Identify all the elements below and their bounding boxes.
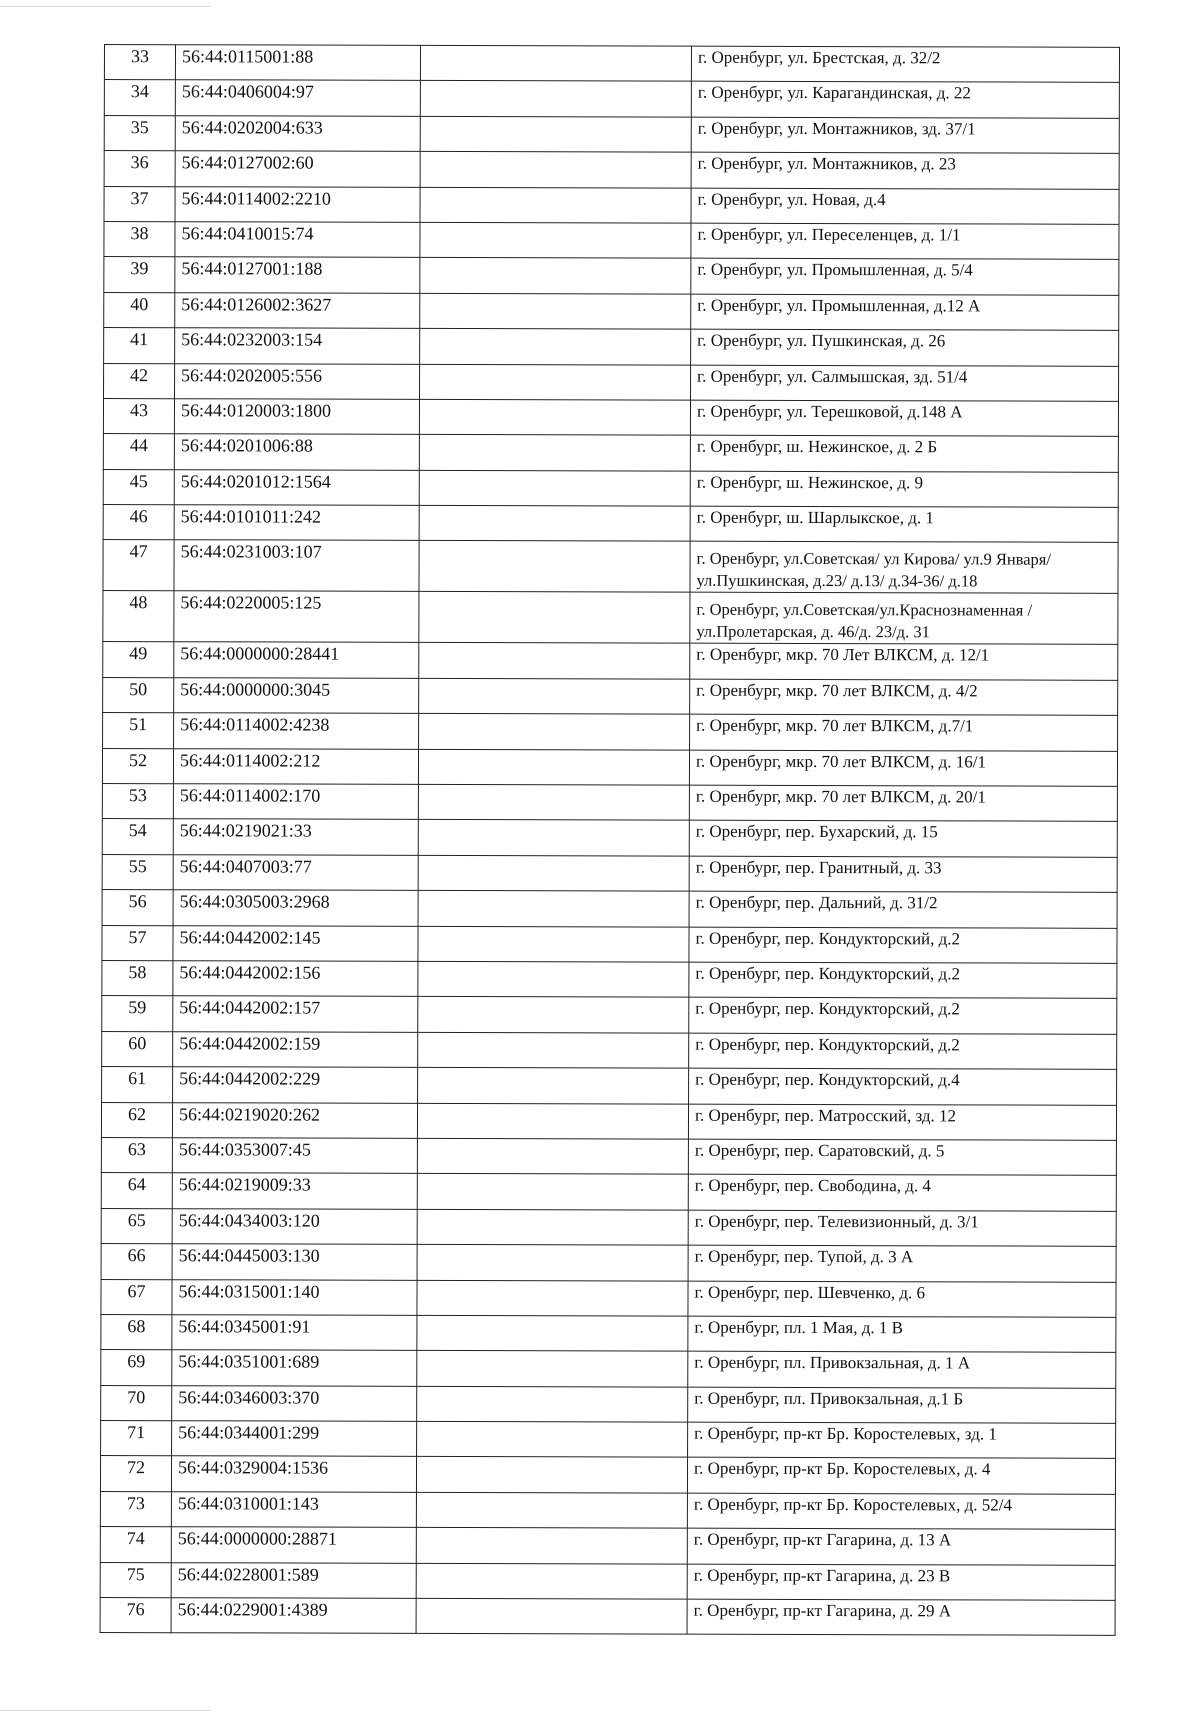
table-row — [101, 1279, 1116, 1317]
empty-cell — [420, 81, 691, 117]
cadastral-number-cell: 56:44:0346003:370 — [172, 1385, 417, 1421]
cadastral-number-cell: 56:44:0406004:97 — [175, 80, 420, 116]
address-cell: г. Оренбург, ул. Брестская, д. 32/2 — [691, 46, 1119, 83]
empty-cell — [418, 784, 689, 820]
row-number-cell: 48 — [103, 591, 174, 642]
cadastral-number-cell: 56:44:0000000:3045 — [174, 678, 419, 714]
address-cell: г. Оренбург, пр-кт Гагарина, д. 23 В — [687, 1564, 1115, 1601]
table-row — [104, 363, 1119, 401]
cadastral-number-cell: 56:44:0329004:1536 — [171, 1456, 416, 1492]
cadastral-number-cell: 56:44:0231003:107 — [174, 540, 419, 592]
empty-cell — [418, 1032, 689, 1068]
registry-table-body — [100, 45, 1119, 1636]
address-cell: г. Оренбург, пер. Бухарский, д. 15 — [689, 821, 1117, 858]
address-cell: г. Оренбург, ул.Советская/ул.Краснознаменная /ул.Пролетарская, д. 46/д. 23/д. 31 — [690, 593, 1118, 645]
cadastral-number-cell: 56:44:0219009:33 — [172, 1173, 417, 1209]
address-cell: г. Оренбург, ул. Монтажников, д. 23 — [691, 152, 1119, 189]
cadastral-number-cell: 56:44:0114002:4238 — [174, 713, 419, 749]
row-number-cell: 76 — [100, 1598, 171, 1634]
table-row — [101, 1385, 1116, 1423]
empty-cell — [419, 714, 690, 750]
property-registry-table — [100, 44, 1120, 1636]
table-row — [104, 115, 1119, 153]
table-row — [102, 819, 1117, 857]
table-row — [103, 677, 1118, 715]
cadastral-number-cell: 56:44:0114002:212 — [173, 748, 418, 784]
empty-cell — [416, 1492, 687, 1528]
row-number-cell: 67 — [101, 1279, 172, 1315]
row-number-cell: 70 — [101, 1385, 172, 1421]
cadastral-number-cell: 56:44:0407003:77 — [173, 855, 418, 891]
table-row — [104, 151, 1119, 189]
row-number-cell: 42 — [104, 363, 175, 399]
address-cell: г. Оренбург, пр-кт Гагарина, д. 13 А — [687, 1528, 1115, 1565]
row-number-cell: 57 — [102, 925, 173, 961]
address-cell: г. Оренбург, ш. Нежинское, д. 2 Б — [690, 435, 1118, 472]
table-row — [104, 186, 1119, 224]
address-cell: г. Оренбург, мкр. 70 лет ВЛКСМ, д. 4/2 — [690, 679, 1118, 716]
cadastral-number-cell: 56:44:0114002:2210 — [175, 186, 420, 222]
cadastral-number-cell: 56:44:0202005:556 — [175, 363, 420, 399]
cadastral-number-cell: 56:44:0442002:157 — [173, 996, 418, 1032]
empty-cell — [417, 1280, 688, 1316]
table-row — [102, 960, 1117, 998]
address-cell: г. Оренбург, ул. Терешковой, д.148 А — [690, 400, 1118, 437]
table-row — [102, 996, 1117, 1034]
empty-cell — [417, 1209, 688, 1245]
table-row — [103, 469, 1118, 507]
table-row — [101, 1244, 1116, 1282]
row-number-cell: 40 — [104, 292, 175, 328]
address-cell: г. Оренбург, ул.Советская/ ул Кирова/ ул.9 Января/ул.Пушкинская, д.23/ д.13/ д.34-36/ д.18 — [690, 542, 1118, 594]
address-cell: г. Оренбург, ул. Пушкинская, д. 26 — [691, 329, 1119, 366]
table-row — [104, 80, 1119, 118]
address-cell: г. Оренбург, пр-кт Бр. Коростелевых, д. 4 — [687, 1458, 1115, 1495]
table-row — [102, 784, 1117, 822]
empty-cell — [417, 1244, 688, 1280]
row-number-cell: 53 — [102, 784, 173, 820]
row-number-cell: 37 — [104, 186, 175, 222]
address-cell: г. Оренбург, ул. Салмышская, зд. 51/4 — [691, 365, 1119, 402]
row-number-cell: 33 — [104, 45, 175, 81]
row-number-cell: 61 — [102, 1067, 173, 1103]
row-number-cell: 68 — [101, 1314, 172, 1350]
empty-cell — [416, 1598, 687, 1634]
cadastral-number-cell: 56:44:0228001:589 — [171, 1562, 416, 1598]
table-row — [103, 713, 1118, 751]
empty-cell — [418, 855, 689, 891]
address-cell: г. Оренбург, ш. Нежинское, д. 9 — [690, 471, 1118, 508]
row-number-cell: 54 — [102, 819, 173, 855]
cadastral-number-cell: 56:44:0219021:33 — [173, 819, 418, 855]
table-row — [100, 1598, 1115, 1636]
empty-cell — [420, 187, 691, 223]
empty-cell — [417, 1174, 688, 1210]
address-cell: г. Оренбург, ул. Промышленная, д. 5/4 — [691, 258, 1119, 295]
empty-cell — [418, 997, 689, 1033]
address-cell: г. Оренбург, пер. Тупой, д. 3 А — [688, 1245, 1116, 1282]
row-number-cell: 59 — [102, 996, 173, 1032]
empty-cell — [419, 505, 690, 541]
cadastral-number-cell: 56:44:0101011:242 — [174, 505, 419, 541]
address-cell: г. Оренбург, ул. Переселенцев, д. 1/1 — [691, 223, 1119, 260]
address-cell: г. Оренбург, пр-кт Гагарина, д. 29 А — [687, 1599, 1115, 1636]
table-row — [101, 1314, 1116, 1352]
row-number-cell: 55 — [102, 854, 173, 890]
empty-cell — [417, 1351, 688, 1387]
empty-cell — [420, 364, 691, 400]
scan-edge-top — [0, 0, 210, 7]
row-number-cell: 49 — [103, 642, 174, 678]
table-row — [102, 748, 1117, 786]
table-row — [102, 925, 1117, 963]
address-cell: г. Оренбург, пер. Кондукторский, д.2 — [689, 927, 1117, 964]
cadastral-number-cell: 56:44:0410015:74 — [175, 222, 420, 258]
row-number-cell: 72 — [100, 1456, 171, 1492]
address-cell: г. Оренбург, пер. Шевченко, д. 6 — [688, 1281, 1116, 1318]
cadastral-number-cell: 56:44:0000000:28441 — [174, 642, 419, 678]
row-number-cell: 64 — [101, 1173, 172, 1209]
empty-cell — [416, 1457, 687, 1493]
empty-cell — [418, 926, 689, 962]
table-row — [102, 890, 1117, 928]
table-row — [104, 221, 1119, 259]
cadastral-number-cell: 56:44:0229001:4389 — [171, 1598, 416, 1634]
table-row — [104, 292, 1119, 330]
empty-cell — [420, 45, 691, 81]
row-number-cell: 50 — [103, 677, 174, 713]
table-row — [100, 1491, 1115, 1529]
scan-edge-bottom — [0, 1710, 210, 1719]
cadastral-number-cell: 56:44:0000000:28871 — [171, 1527, 416, 1563]
empty-cell — [419, 592, 690, 644]
address-cell: г. Оренбург, пер. Кондукторский, д.2 — [689, 962, 1117, 999]
row-number-cell: 34 — [104, 80, 175, 116]
address-cell: г. Оренбург, пер. Кондукторский, д.2 — [689, 1033, 1117, 1070]
table-row — [100, 1527, 1115, 1565]
row-number-cell: 52 — [102, 748, 173, 784]
cadastral-number-cell: 56:44:0232003:154 — [175, 328, 420, 364]
empty-cell — [418, 961, 689, 997]
empty-cell — [420, 116, 691, 152]
row-number-cell: 45 — [103, 469, 174, 505]
address-cell: г. Оренбург, пл. Привокзальная, д.1 Б — [688, 1387, 1116, 1424]
row-number-cell: 36 — [104, 151, 175, 187]
row-number-cell: 47 — [103, 540, 174, 591]
row-number-cell: 56 — [102, 890, 173, 926]
table-row — [102, 1031, 1117, 1069]
cadastral-number-cell: 56:44:0345001:91 — [172, 1315, 417, 1351]
empty-cell — [420, 258, 691, 294]
address-cell: г. Оренбург, пр-кт Бр. Коростелевых, зд. 1 — [688, 1422, 1116, 1459]
row-number-cell: 65 — [101, 1208, 172, 1244]
empty-cell — [419, 435, 690, 471]
empty-cell — [419, 399, 690, 435]
row-number-cell: 35 — [104, 115, 175, 151]
empty-cell — [418, 749, 689, 785]
row-number-cell: 41 — [104, 328, 175, 364]
address-cell: г. Оренбург, ул. Монтажников, зд. 37/1 — [691, 117, 1119, 154]
cadastral-number-cell: 56:44:0442002:229 — [173, 1067, 418, 1103]
cadastral-number-cell: 56:44:0442002:156 — [173, 961, 418, 997]
empty-cell — [417, 1138, 688, 1174]
table-row — [101, 1208, 1116, 1246]
cadastral-number-cell: 56:44:0202004:633 — [175, 115, 420, 151]
empty-cell — [420, 293, 691, 329]
address-cell: г. Оренбург, ш. Шарлыкское, д. 1 — [690, 506, 1118, 543]
table-row — [102, 1067, 1117, 1105]
row-number-cell: 44 — [103, 434, 174, 470]
table-row — [103, 398, 1118, 436]
table-row — [101, 1173, 1116, 1211]
address-cell: г. Оренбург, ул. Промышленная, д.12 А — [691, 294, 1119, 331]
cadastral-number-cell: 56:44:0344001:299 — [172, 1421, 417, 1457]
address-cell: г. Оренбург, мкр. 70 Лет ВЛКСМ, д. 12/1 — [690, 644, 1118, 681]
table-row — [101, 1350, 1116, 1388]
row-number-cell: 51 — [103, 713, 174, 749]
row-number-cell: 46 — [103, 505, 174, 541]
table-row — [103, 642, 1118, 680]
cadastral-number-cell: 56:44:0315001:140 — [172, 1279, 417, 1315]
cadastral-number-cell: 56:44:0115001:88 — [175, 45, 420, 81]
row-number-cell: 63 — [101, 1137, 172, 1173]
cadastral-number-cell: 56:44:0310001:143 — [171, 1492, 416, 1528]
empty-cell — [419, 678, 690, 714]
empty-cell — [418, 820, 689, 856]
cadastral-number-cell: 56:44:0442002:159 — [173, 1031, 418, 1067]
table-row — [103, 434, 1118, 472]
empty-cell — [419, 470, 690, 506]
address-cell: г. Оренбург, пл. 1 Мая, д. 1 В — [688, 1316, 1116, 1353]
empty-cell — [417, 1421, 688, 1457]
address-cell: г. Оренбург, мкр. 70 лет ВЛКСМ, д.7/1 — [690, 714, 1118, 751]
address-cell: г. Оренбург, ул. Карагандинская, д. 22 — [691, 82, 1119, 119]
cadastral-number-cell: 56:44:0442002:145 — [173, 925, 418, 961]
cadastral-number-cell: 56:44:0127002:60 — [175, 151, 420, 187]
address-cell: г. Оренбург, пер. Гранитный, д. 33 — [689, 856, 1117, 893]
empty-cell — [420, 329, 691, 365]
table-row — [101, 1102, 1116, 1140]
empty-cell — [420, 152, 691, 188]
empty-cell — [418, 891, 689, 927]
row-number-cell: 73 — [100, 1491, 171, 1527]
document-page — [100, 44, 1120, 1636]
cadastral-number-cell: 56:44:0127001:188 — [175, 257, 420, 293]
cadastral-number-cell: 56:44:0351001:689 — [172, 1350, 417, 1386]
row-number-cell: 38 — [104, 221, 175, 257]
empty-cell — [417, 1103, 688, 1139]
row-number-cell: 43 — [103, 398, 174, 434]
row-number-cell: 71 — [101, 1421, 172, 1457]
cadastral-number-cell: 56:44:0120003:1800 — [174, 399, 419, 435]
table-row — [104, 328, 1119, 366]
table-row — [104, 45, 1119, 83]
empty-cell — [416, 1528, 687, 1564]
row-number-cell: 60 — [102, 1031, 173, 1067]
address-cell: г. Оренбург, ул. Новая, д.4 — [691, 188, 1119, 225]
cadastral-number-cell: 56:44:0445003:130 — [172, 1244, 417, 1280]
row-number-cell: 58 — [102, 960, 173, 996]
address-cell: г. Оренбург, пр-кт Бр. Коростелевых, д. 52/4 — [687, 1493, 1115, 1530]
table-row — [103, 540, 1118, 594]
row-number-cell: 62 — [101, 1102, 172, 1138]
address-cell: г. Оренбург, мкр. 70 лет ВЛКСМ, д. 16/1 — [689, 750, 1117, 787]
table-row — [101, 1137, 1116, 1175]
table-row — [100, 1562, 1115, 1600]
cadastral-number-cell: 56:44:0219020:262 — [172, 1102, 417, 1138]
empty-cell — [418, 1068, 689, 1104]
address-cell: г. Оренбург, пер. Кондукторский, д.4 — [689, 1068, 1117, 1105]
table-row — [101, 1421, 1116, 1459]
row-number-cell: 74 — [100, 1527, 171, 1563]
empty-cell — [419, 541, 690, 593]
table-row — [102, 854, 1117, 892]
cadastral-number-cell: 56:44:0434003:120 — [172, 1208, 417, 1244]
empty-cell — [416, 1563, 687, 1599]
empty-cell — [417, 1315, 688, 1351]
address-cell: г. Оренбург, пер. Свободина, д. 4 — [688, 1174, 1116, 1211]
cadastral-number-cell: 56:44:0220005:125 — [174, 591, 419, 643]
cadastral-number-cell: 56:44:0201006:88 — [174, 434, 419, 470]
row-number-cell: 39 — [104, 257, 175, 293]
address-cell: г. Оренбург, пер. Дальний, д. 31/2 — [689, 891, 1117, 928]
table-row — [103, 591, 1118, 645]
cadastral-number-cell: 56:44:0114002:170 — [173, 784, 418, 820]
row-number-cell: 66 — [101, 1244, 172, 1280]
address-cell: г. Оренбург, пер. Кондукторский, д.2 — [689, 998, 1117, 1035]
row-number-cell: 69 — [101, 1350, 172, 1386]
empty-cell — [417, 1386, 688, 1422]
empty-cell — [419, 643, 690, 679]
empty-cell — [420, 222, 691, 258]
address-cell: г. Оренбург, пер. Телевизионный, д. 3/1 — [688, 1210, 1116, 1247]
address-cell: г. Оренбург, пер. Саратовский, д. 5 — [688, 1139, 1116, 1176]
table-row — [104, 257, 1119, 295]
cadastral-number-cell: 56:44:0126002:3627 — [175, 292, 420, 328]
table-row — [103, 505, 1118, 543]
address-cell: г. Оренбург, пл. Привокзальная, д. 1 А — [688, 1351, 1116, 1388]
row-number-cell: 75 — [100, 1562, 171, 1598]
cadastral-number-cell: 56:44:0201012:1564 — [174, 469, 419, 505]
cadastral-number-cell: 56:44:0305003:2968 — [173, 890, 418, 926]
address-cell: г. Оренбург, мкр. 70 лет ВЛКСМ, д. 20/1 — [689, 785, 1117, 822]
address-cell: г. Оренбург, пер. Матросский, зд. 12 — [688, 1104, 1116, 1141]
cadastral-number-cell: 56:44:0353007:45 — [172, 1138, 417, 1174]
table-row — [100, 1456, 1115, 1494]
